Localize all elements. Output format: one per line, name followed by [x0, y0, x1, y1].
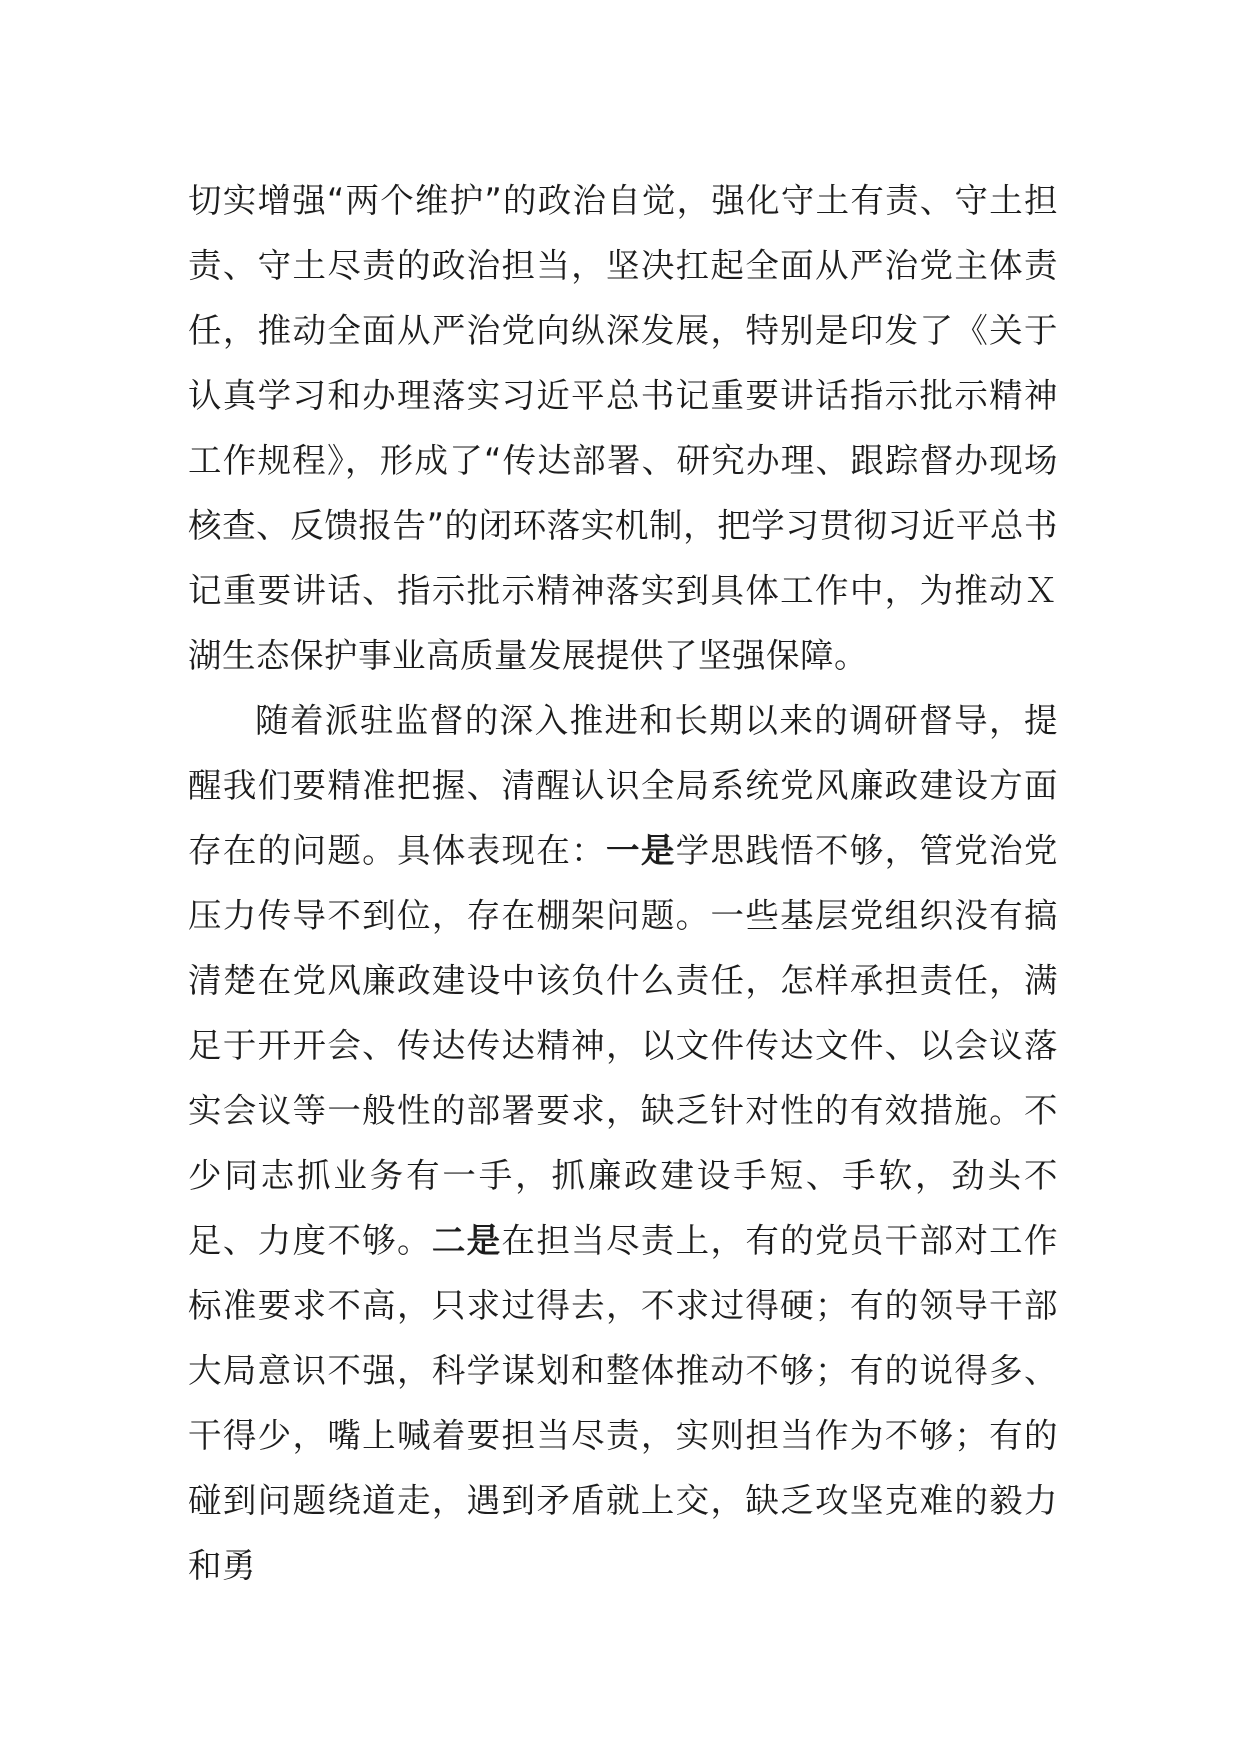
- lead-two: 二是: [431, 1221, 502, 1260]
- lead-one: 一是: [606, 831, 676, 870]
- point-one-text: 学思践悟不够，管党治党压力传导不到位，存在棚架问题。一些基层党组织没有搞清楚在党风廉政建设中该负什么责任，怎样承担责任，满足于开开会、传达传达精神，以文件传达文件、以会议落实会议等一般性的部署要求，缺乏针对性的有效措施。不少同志抓业务有一手，抓廉政建设手短、手软，劲头不足、力度不够。: [188, 831, 1059, 1260]
- point-two-text: 在担当尽责上，有的党员干部对工作标准要求不高，只求过得去，不求过得硬；有的领导干部大局意识不强，科学谋划和整体推动不够；有的说得多、干得少，嘴上喊着要担当尽责，实则担当作为不够；有的碰到问题绕道走，遇到矛盾就上交，缺乏攻坚克难的毅力和勇: [188, 1221, 1059, 1585]
- paragraph-1: 切实增强“两个维护”的政治自觉，强化守土有责、守土担责、守土尽责的政治担当，坚决扛起全面从严治党主体责任，推动全面从严治党向纵深发展，特别是印发了《关于认真学习和办理落实习近平总书记重要讲话指示批示精神工作规程》，形成了“传达部署、研究办理、跟踪督办现场核查、反馈报告”的闭环落实机制，把学习贯彻习近平总书记重要讲话、指示批示精神落实到具体工作中，为推动Ｘ湖生态保护事业高质量发展提供了坚强保障。: [188, 181, 1058, 675]
- document-body: [188, 168, 1058, 1598]
- paragraph-2: [188, 688, 1058, 1598]
- paragraph-2-intro: 随着派驻监督的深入推进和长期以来的调研督导，提醒我们要精准把握、清醒认识全局系统党风廉政建设方面存在的问题。具体表现在：: [188, 701, 1058, 870]
